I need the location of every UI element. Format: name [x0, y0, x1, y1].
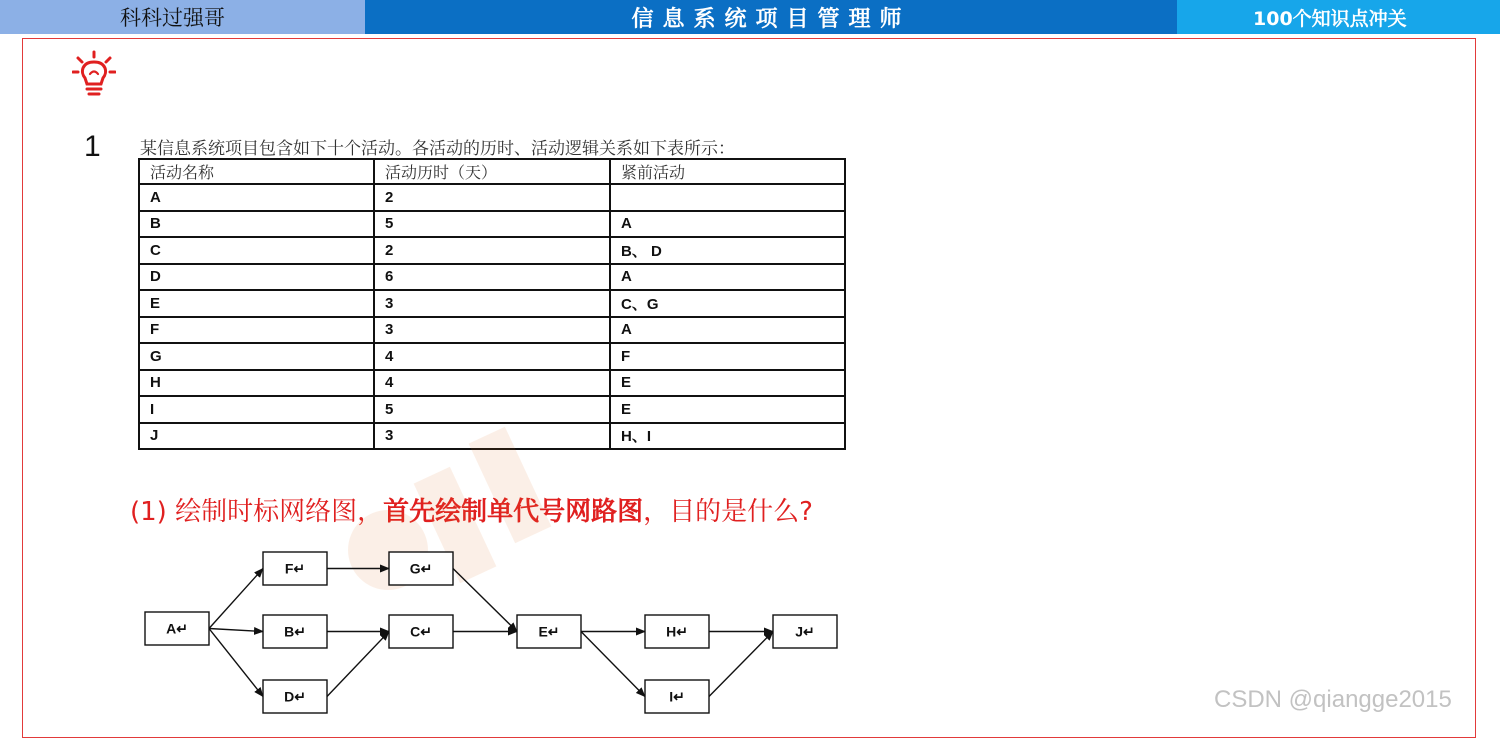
node-E — [517, 615, 581, 648]
cell-predecessors: B、 D — [610, 237, 845, 264]
cell-activity: B — [139, 211, 374, 238]
cell-activity: G — [139, 343, 374, 370]
cell-activity: F — [139, 317, 374, 344]
cell-activity: E — [139, 290, 374, 317]
cell-predecessors: A — [610, 317, 845, 344]
node-H — [645, 615, 709, 648]
question-text: 某信息系统项目包含如下十个活动。各活动的历时、活动逻辑关系如下表所示： — [140, 139, 735, 159]
cell-predecessors: C、G — [610, 290, 845, 317]
cell-activity: J — [139, 423, 374, 450]
cell-duration: 5 — [374, 396, 610, 423]
node-label: G↵ — [409, 560, 433, 577]
cell-duration: 3 — [374, 290, 610, 317]
node-I — [645, 680, 709, 713]
edge-D-C — [327, 632, 389, 697]
cell-predecessors: E — [610, 370, 845, 397]
cell-predecessors: A — [610, 211, 845, 238]
node-label: I↵ — [669, 688, 685, 705]
edge-I-J — [709, 632, 773, 697]
node-J — [773, 615, 837, 648]
edge-G-E — [453, 569, 517, 632]
node-B — [263, 615, 327, 648]
cell-activity: D — [139, 264, 374, 291]
cell-duration: 6 — [374, 264, 610, 291]
cell-predecessors: E — [610, 396, 845, 423]
cell-activity: I — [139, 396, 374, 423]
node-label: H↵ — [666, 623, 688, 640]
cell-duration: 3 — [374, 317, 610, 344]
cell-duration: 3 — [374, 423, 610, 450]
node-label: B↵ — [284, 623, 306, 640]
node-label: J↵ — [795, 623, 815, 640]
cell-duration: 2 — [374, 237, 610, 264]
cell-duration: 5 — [374, 211, 610, 238]
edge-A-D — [209, 629, 263, 697]
node-A — [145, 612, 209, 645]
edge-E-I — [581, 632, 645, 697]
cell-duration: 2 — [374, 184, 610, 211]
edge-A-F — [209, 569, 263, 629]
question-number: 1 — [84, 130, 101, 163]
network-nodes — [145, 552, 837, 713]
cell-predecessors: F — [610, 343, 845, 370]
node-label: A↵ — [166, 620, 188, 637]
node-F — [263, 552, 327, 585]
cell-activity: C — [139, 237, 374, 264]
col-predecessors: 紧前活动 — [610, 159, 845, 184]
col-duration: 活动历时（天） — [374, 159, 610, 184]
cell-predecessors: A — [610, 264, 845, 291]
header-series: 100个知识点冲关 — [1177, 0, 1500, 34]
cell-predecessors: H、I — [610, 423, 845, 450]
node-C — [389, 615, 453, 648]
node-label: E↵ — [538, 623, 560, 640]
subquestion-prefix: (1) 绘制时标网络图， — [130, 497, 384, 527]
node-label: D↵ — [284, 688, 306, 705]
edge-A-B — [209, 629, 263, 632]
node-label: F↵ — [284, 560, 306, 577]
node-G — [389, 552, 453, 585]
cell-duration: 4 — [374, 370, 610, 397]
cell-duration: 4 — [374, 343, 610, 370]
header-author: 科科过强哥 — [0, 0, 365, 34]
subquestion-suffix: ，目的是什么? — [643, 497, 813, 527]
cell-activity: H — [139, 370, 374, 397]
node-label: C↵ — [410, 623, 432, 640]
header-course-title: 信息系统项目管理师 — [365, 0, 1177, 34]
csdn-watermark: CSDN @qiangge2015 — [1214, 686, 1452, 713]
node-D — [263, 680, 327, 713]
subquestion-emphasis: 首先绘制单代号网路图 — [383, 497, 644, 527]
cell-activity: A — [139, 184, 374, 211]
col-activity-name: 活动名称 — [139, 159, 374, 184]
